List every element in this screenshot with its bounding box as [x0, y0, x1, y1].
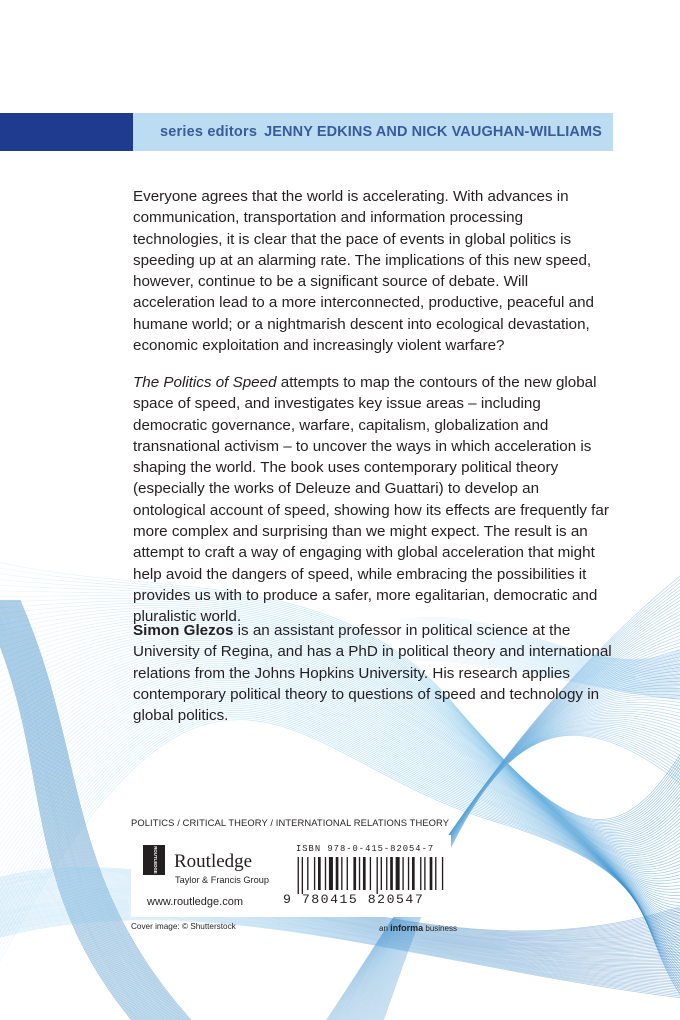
series-editors-label: series editors	[160, 124, 258, 140]
barcode-bar	[325, 857, 326, 890]
book-title: The Politics of Speed	[133, 374, 277, 391]
barcode-bar	[386, 857, 387, 890]
barcode-bar	[363, 857, 366, 890]
informa-brand: informa	[390, 923, 424, 933]
author-bio-text: is an assistant professor in political science at the University of Regina, and has a PhD in political theory and international relations from the Johns Hopkins University. His research applies contemporary political theory to questions of speed and technology in global politics.	[133, 622, 612, 725]
isbn-label: ISBN 978-0-415-82054-7	[296, 844, 435, 854]
series-editors-names: JENNY EDKINS AND NICK VAUGHAN-WILLIAMS	[264, 124, 602, 140]
blurb-paragraph-2-text: attempts to map the contours of the new global space of speed, and investigates key issue areas – including democratic governance, warfare, capitalism, globalization and transnational activism – to uncover the ways in which acceleration is shaping the world. The book uses contemporary political theory (especially the works of Deleuze and Guattari) to develop an ontological account of speed, showing how its effects are frequently far more complex and surprising than we might expect. The result is an attempt to craft a way of engaging with global acceleration that might help avoid the dangers of speed, while embracing the possibilities it provides us with to produce a safer, more egalitarian, democratic and pluralistic world.	[133, 374, 609, 626]
barcode-bar	[381, 857, 382, 890]
publisher-group: Taylor & Francis Group	[175, 875, 269, 885]
barcode-bar	[329, 857, 333, 890]
author-name: Simon Glezos	[133, 622, 234, 639]
informa-business-tag: an informa business	[379, 923, 457, 933]
routledge-logo-icon	[143, 845, 165, 875]
blurb-paragraph-2	[133, 372, 613, 628]
series-editors-band	[133, 113, 613, 151]
ean-first-digit: 9	[283, 892, 293, 907]
ean-group-1: 780415	[301, 892, 359, 907]
barcode-bar	[402, 857, 403, 890]
barcode-bar	[314, 857, 315, 890]
barcode-bar	[424, 857, 425, 890]
barcode-bar	[353, 857, 356, 890]
barcode-bar	[347, 857, 348, 890]
logo-lettering: ROUTLEDGE	[153, 846, 158, 874]
barcode-bar	[412, 857, 415, 890]
barcode-bar	[302, 857, 303, 894]
cover-image-credit: Cover image: © Shutterstock	[131, 922, 236, 931]
barcode-bar	[430, 857, 433, 890]
barcode-bar	[370, 857, 371, 890]
barcode-bar	[408, 857, 409, 890]
publisher-name: Routledge	[174, 851, 253, 872]
header-band-accent	[0, 113, 133, 151]
ean-group-2: 820547	[367, 892, 425, 907]
barcode-bar	[298, 857, 299, 894]
barcode-bar	[390, 857, 393, 890]
barcode-bar	[336, 857, 339, 890]
barcode-bar	[318, 857, 321, 890]
blurb-paragraph-1: Everyone agrees that the world is accelerating. With advances in communication, transportation and information processing technologies, it is clear that the pace of events in global politics is speeding up at an alarming rate. The implications of this new speed, however, continue to be a significant source of debate. Will acceleration lead to a more interconnected, productive, peaceful and humane world; or a nightmarish descent into ecological devastation, economic exploitation and increasingly violent warfare?	[133, 188, 594, 355]
barcode-bar	[377, 857, 378, 894]
barcode-bar	[396, 857, 400, 890]
barcode-bar	[435, 857, 436, 890]
barcode-bar	[307, 857, 308, 890]
barcode-bar	[341, 857, 342, 890]
barcode-bar	[359, 857, 360, 890]
ean-number	[283, 892, 424, 907]
publisher-info-box	[131, 835, 451, 917]
barcode-bar	[442, 857, 443, 890]
author-bio	[133, 620, 613, 726]
publisher-url: www.routledge.com	[147, 896, 243, 908]
subject-categories: POLITICS / CRITICAL THEORY / INTERNATIONAL RELATIONS THEORY	[131, 817, 450, 828]
barcode-bar	[420, 857, 421, 890]
barcode-icon	[296, 857, 446, 894]
